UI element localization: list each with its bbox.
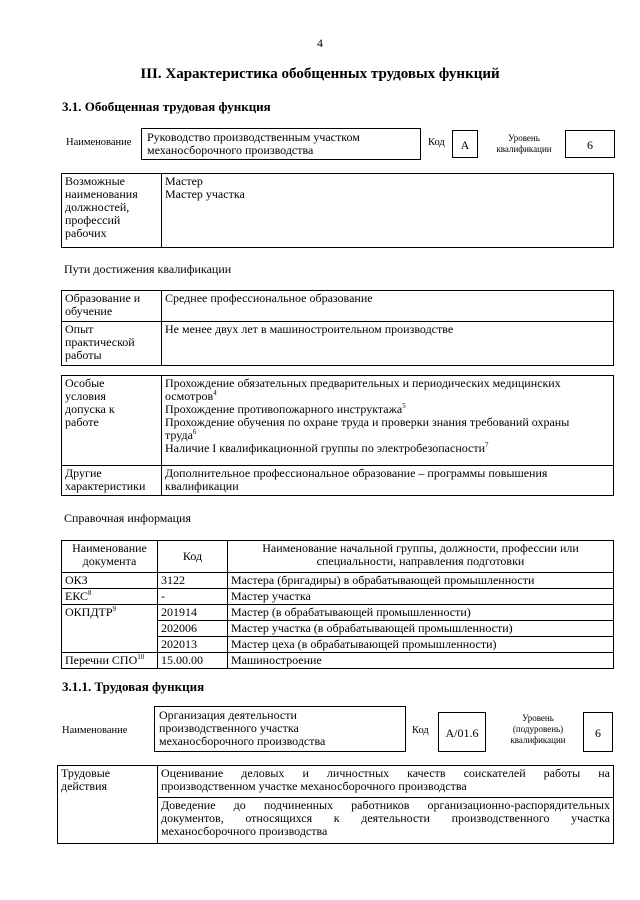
label-line: должностей, [65,200,130,214]
gtf-heading: 3.1. Обобщенная трудовая функция [62,99,271,114]
gtf-name-label: Наименование [66,137,132,148]
tf-heading: 3.1.1. Трудовая функция [62,679,205,694]
tf-name-label: Наименование [62,725,128,736]
ref-code: 202013 [158,637,228,653]
conditions-label [62,376,162,466]
label-line: рабочих [65,226,107,240]
action-item [158,766,614,798]
page-number: 4 [317,36,323,50]
label-line: условия [65,389,106,403]
tf-name-box [154,706,406,752]
gtf-level-label [486,133,562,155]
condition-item [165,377,610,390]
label-line: наименования [65,187,138,201]
experience-label [62,322,162,366]
level-label-line: квалификации [510,735,566,745]
label-line: Особые [65,376,105,390]
footnote-ref: 5 [402,402,406,410]
positions-values [162,174,614,248]
label-line: работы [65,348,102,362]
conditions-table [61,375,614,496]
level-label-line: Уровень [522,713,554,723]
position-item: Мастер участка [165,187,245,201]
header-line: Наименование [72,541,147,555]
header-line: специальности, направления подготовки [316,554,525,568]
ref-doc-text: ОКПДТР [65,605,113,619]
ref-name: Мастер участка (в обрабатывающей промышленности) [228,621,614,637]
action-item [158,798,614,844]
label-line: Образование и [65,291,141,305]
ref-doc [62,589,158,605]
ref-doc [62,605,158,653]
ref-header-name [228,541,614,573]
action-line: Доведение до подчиненных работников организационно-распорядительных [161,798,610,812]
label-line: Опыт [65,322,94,336]
label-line: профессий [65,213,121,227]
action-line: производственном участке механосборочного производства [161,779,467,793]
footnote-ref: 6 [192,428,197,436]
paths-table [61,290,614,366]
ref-doc: ОКЗ [62,573,158,589]
other-line: квалификации [165,479,239,493]
gtf-name-line: Руководство производственным участком [147,130,360,144]
ref-name: Мастер участка [228,589,614,605]
level-label-line: Уровень [508,133,540,143]
reference-title: Справочная информация [64,511,191,525]
ref-code: 201914 [158,605,228,621]
label-line: допуска к [65,402,115,416]
label-line: практической [65,335,135,349]
section-title: III. Характеристика обобщенных трудовых функций [140,66,500,82]
label-line: Возможные [65,174,125,188]
condition-text: Прохождение обучения по охране труда и проверки знания требований охраны [165,415,570,429]
condition-text: Наличие I квалификационной группы по электробезопасности [165,441,486,455]
ref-name: Мастер (в обрабатывающей промышленности) [228,605,614,621]
positions-table [61,173,614,248]
gtf-level-box: 6 [565,130,615,158]
header-line: Наименование начальной группы, должности, профессии или [262,541,579,555]
gtf-code-box: А [452,130,478,158]
label-line: обучение [65,304,113,318]
tf-code-box: A/01.6 [438,712,486,752]
actions-label [58,766,158,844]
tf-level-box: 6 [583,712,613,752]
condition-item [165,442,610,455]
footnote-ref: 8 [88,589,92,597]
gtf-name-box [141,128,421,160]
footnote-ref: 9 [112,605,117,613]
conditions-values [162,376,614,466]
footnote-ref: 7 [485,441,489,449]
ref-code: 202006 [158,621,228,637]
other-label [62,466,162,496]
level-label-line: (подуровень) [512,724,564,734]
footnote-ref: 4 [213,389,217,397]
ref-doc-text: Перечни СПО [65,653,138,667]
ref-code: 3122 [158,573,228,589]
other-line: Дополнительное профессиональное образование – программы повышения [165,466,548,480]
table-row [62,653,614,669]
condition-text: труда [165,428,193,442]
table-row [62,573,614,589]
condition-item [165,416,610,429]
gtf-name-line: механосборочного производства [147,143,314,157]
label-line: Трудовые [61,766,111,780]
label-line: характеристики [65,479,146,493]
footnote-ref: 10 [137,653,145,661]
action-line: документов, относящихся к деятельности производственного участка [161,811,610,825]
tf-name-line: механосборочного производства [159,734,326,748]
ref-header-code: Код [158,541,228,573]
level-label-line: квалификации [496,144,552,154]
action-line: Оценивание деловых и личностных качеств соискателей работы на [161,766,610,780]
table-row [62,605,614,621]
paths-title: Пути достижения квалификации [64,262,232,276]
ref-name: Машиностроение [228,653,614,669]
condition-text: Прохождение противопожарного инструктажа [165,402,403,416]
tf-code-label: Код [412,725,429,736]
ref-doc-text: ЕКС [65,589,89,603]
education-label [62,291,162,322]
table-row [62,589,614,605]
other-value [162,466,614,496]
gtf-code-label: Код [428,137,445,148]
reference-table [61,540,614,669]
ref-header-doc [62,541,158,573]
education-value: Среднее профессиональное образование [162,291,614,322]
label-line: Другие [65,466,102,480]
actions-table [57,765,614,844]
positions-label [62,174,162,248]
condition-text: Прохождение обязательных предварительных и периодических медицинских [165,376,561,390]
ref-code: 15.00.00 [158,653,228,669]
header-line: документа [82,554,137,568]
label-line: действия [61,779,108,793]
tf-name-line: Организация деятельности [159,708,297,722]
ref-name: Мастера (бригадиры) в обрабатывающей промышленности [228,573,614,589]
tf-name-line: производственного участка [159,721,299,735]
ref-code: - [158,589,228,605]
ref-name: Мастер цеха (в обрабатывающей промышленности) [228,637,614,653]
ref-doc [62,653,158,669]
action-line: механосборочного производства [161,824,328,838]
condition-text: осмотров [165,389,214,403]
label-line: работе [65,415,99,429]
tf-level-label [497,713,579,746]
position-item: Мастер [165,174,203,188]
experience-value: Не менее двух лет в машиностроительном производстве [162,322,614,366]
